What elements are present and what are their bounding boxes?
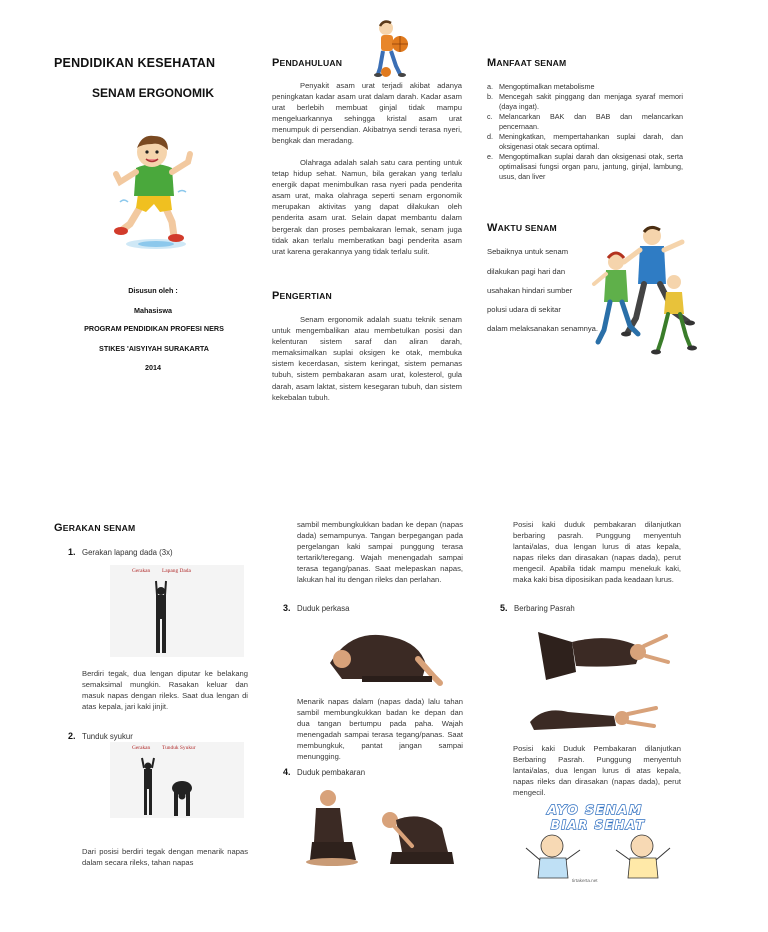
banner-ayo-senam — [514, 800, 682, 884]
credit-program: PROGRAM PENDIDIKAN PROFESI NERS — [84, 324, 224, 333]
banner-url: tirtakerta.net — [572, 878, 598, 883]
credit-role: Mahasiswa — [134, 306, 172, 315]
image-lapang-dada: Gerakan Lapang Dada — [110, 565, 244, 657]
waktu-line-3: usahakan hindari sumber — [487, 286, 573, 295]
waktu-line-1: Sebaiknya untuk senam — [487, 247, 569, 256]
heading-pengertian: PENGERTIAN — [272, 290, 332, 302]
banner-line-2: BIAR SEHAT — [550, 818, 646, 832]
gerakan-4-continuation: Posisi kaki duduk pembakaran dilanjutkan berbaring pasrah. Punggung menyentuh lantai/alas, dua lengan lurus di atas kepala, napas rileks dan dirasakan (napas dada), perut mengecil. Apabila tidak mampu menekuk kaki, maka kaki bisa diposisikan pada keadaan lurus. — [513, 520, 681, 585]
pengertian-paragraph: Senam ergonomik adalah suatu teknik senam untuk mengembalikan atau membetulkan posisi dan kelenturan sistem saraf dan aliran darah, memaksimalkan suplai oksigen ke otak, membuka sistem kecerdasan, sistem keringat, sistem pemanas tubuh, sistem pembakaran asam urat, kolesterol, gula darah, asam laktat, sistem kesegaran tubuh, dan sistem kekebalan tubuh. — [272, 315, 462, 402]
photo-duduk-pembakaran-1 — [302, 784, 366, 868]
gerakan-item-4: 4. Duduk pembakaran — [283, 767, 366, 777]
photo-duduk-pembakaran-2 — [372, 806, 460, 868]
waktu-line-2: dilakukan pagi hari dan — [487, 267, 566, 276]
heading-pendahuluan: PENDAHULUAN — [272, 57, 343, 69]
basketball-boy-illustration — [374, 18, 414, 80]
manfaat-item: d. Meningkatkan, mempertahankan suplai darah, dan oksigenasi otak secara optimal. — [487, 132, 683, 151]
waktu-line-5: dalam melaksanakan senamnya. — [487, 324, 599, 333]
photo-berbaring-pasrah-1 — [532, 622, 672, 684]
gerakan-5-description: Posisi kaki Duduk Pembakaran dilanjutkan Berbaring Pasrah. Punggung menyentuh lantai/alas, dua lengan lurus di atas kepala, napas rileks dan dirasakan (napas dada), perut mengecil. — [513, 744, 681, 798]
brochure-subtitle: SENAM ERGONOMIK — [92, 86, 215, 100]
running-family-illustration — [590, 222, 702, 360]
credit-year: 2014 — [145, 363, 161, 372]
banner-line-1: AYO SENAM — [547, 802, 643, 817]
gerakan-item-1: 1. Gerakan lapang dada (3x) — [68, 547, 173, 557]
photo-berbaring-pasrah-2 — [524, 700, 660, 734]
manfaat-item: c. Melancarkan BAK dan BAB dan melancarkan pencernaan. — [487, 112, 683, 131]
gerakan-item-3: 3. Duduk perkasa — [283, 603, 350, 613]
pendahuluan-paragraph-1: Penyakit asam urat terjadi akibat adanya peningkatan kadar asam urat dalam darah. Kadar asam urat berlebih membuat ginjal tidak mampu mengeluarkannya sehingga kristal asam urat menumpuk di persendian. Akibatnya sendi terasa nyeri, bengkak dan meradang. — [272, 81, 462, 146]
pose-lapang-dada-figure — [150, 577, 172, 657]
brochure-title: PENDIDIKAN KESEHATAN — [54, 56, 216, 70]
gerakan-item-2: 2. Tunduk syukur — [68, 731, 133, 741]
gerakan-item-5: 5. Berbaring Pasrah — [500, 603, 575, 613]
gerakan-3-description: Menarik napas dalam (napas dada) lalu tahan sambil membungkukkan badan ke depan dan dua tangan bertumpu pada paha. Wajah menengadah sampai terasa tegang/panas. Saat membungkuk, pantat jangan sampai menungging. — [297, 697, 463, 762]
photo-duduk-perkasa — [322, 619, 446, 689]
image-tunduk-syukur: Gerakan Tunduk Syukur — [110, 742, 244, 818]
heading-gerakan: GERAKAN SENAM — [54, 522, 136, 534]
waktu-line-4: polusi udara di sekitar — [487, 305, 561, 314]
pendahuluan-paragraph-2: Olahraga adalah salah satu cara penting untuk tetap hidup sehat. Namun, bila gerakan yang terlalu energik dapat menimbulkan rasa nyeri pada penderita asam urat, maka olahraga seperti senam ergonomik merupakan aktivitas yang dapat dilakukan oleh penderita asam urat. Selain dapat membantu dalam bergerak dan proses pembakaran lemak, senam juga tidak akan terlalu memberatkan bagi penderita asam urat karena gerakannya yang tidak terlalu sulit. — [272, 158, 462, 256]
running-boy-illustration — [112, 132, 194, 250]
heading-waktu: WAKTU SENAM — [487, 222, 557, 234]
gerakan-2-continuation: sambil membungkukkan badan ke depan (napas dada) semampunya. Tangan berpegangan pada pergelangan kaki sampai punggung terasa tertarik/teregang. Wajah menengadah sampai terasa tegang/panas. Saat melepaskan napas, lakukan hal itu dengan rileks dan perlahan. — [297, 520, 463, 585]
manfaat-item: a. Mengoptimalkan metabolisme — [487, 82, 595, 91]
credit-disusun: Disusun oleh : — [128, 286, 178, 295]
heading-manfaat: MANFAAT SENAM — [487, 57, 567, 69]
credit-school: STIKES 'AISYIYAH SURAKARTA — [99, 344, 209, 353]
gerakan-1-description: Berdiri tegak, dua lengan diputar ke belakang semaksimal mungkin. Rasakan keluar dan masuk napas dengan rileks. Saat dua lengan di atas kepala, jari kaki jinjit. — [82, 669, 248, 712]
manfaat-item: b. Mencegah sakit pinggang dan menjaga syaraf memori (daya ingat). — [487, 92, 683, 111]
pose-tunduk-syukur-figures — [138, 752, 198, 818]
manfaat-list — [487, 82, 683, 182]
manfaat-item: e. Mengoptimalkan suplai darah dan oksigenasi otak, serta optimalisasi fungsi organ paru, jantung, ginjal, lambung, usus, dan liver — [487, 152, 683, 181]
gerakan-2-description: Dari posisi berdiri tegak dengan menarik napas dalam secara rileks, tahan napas — [82, 847, 248, 868]
